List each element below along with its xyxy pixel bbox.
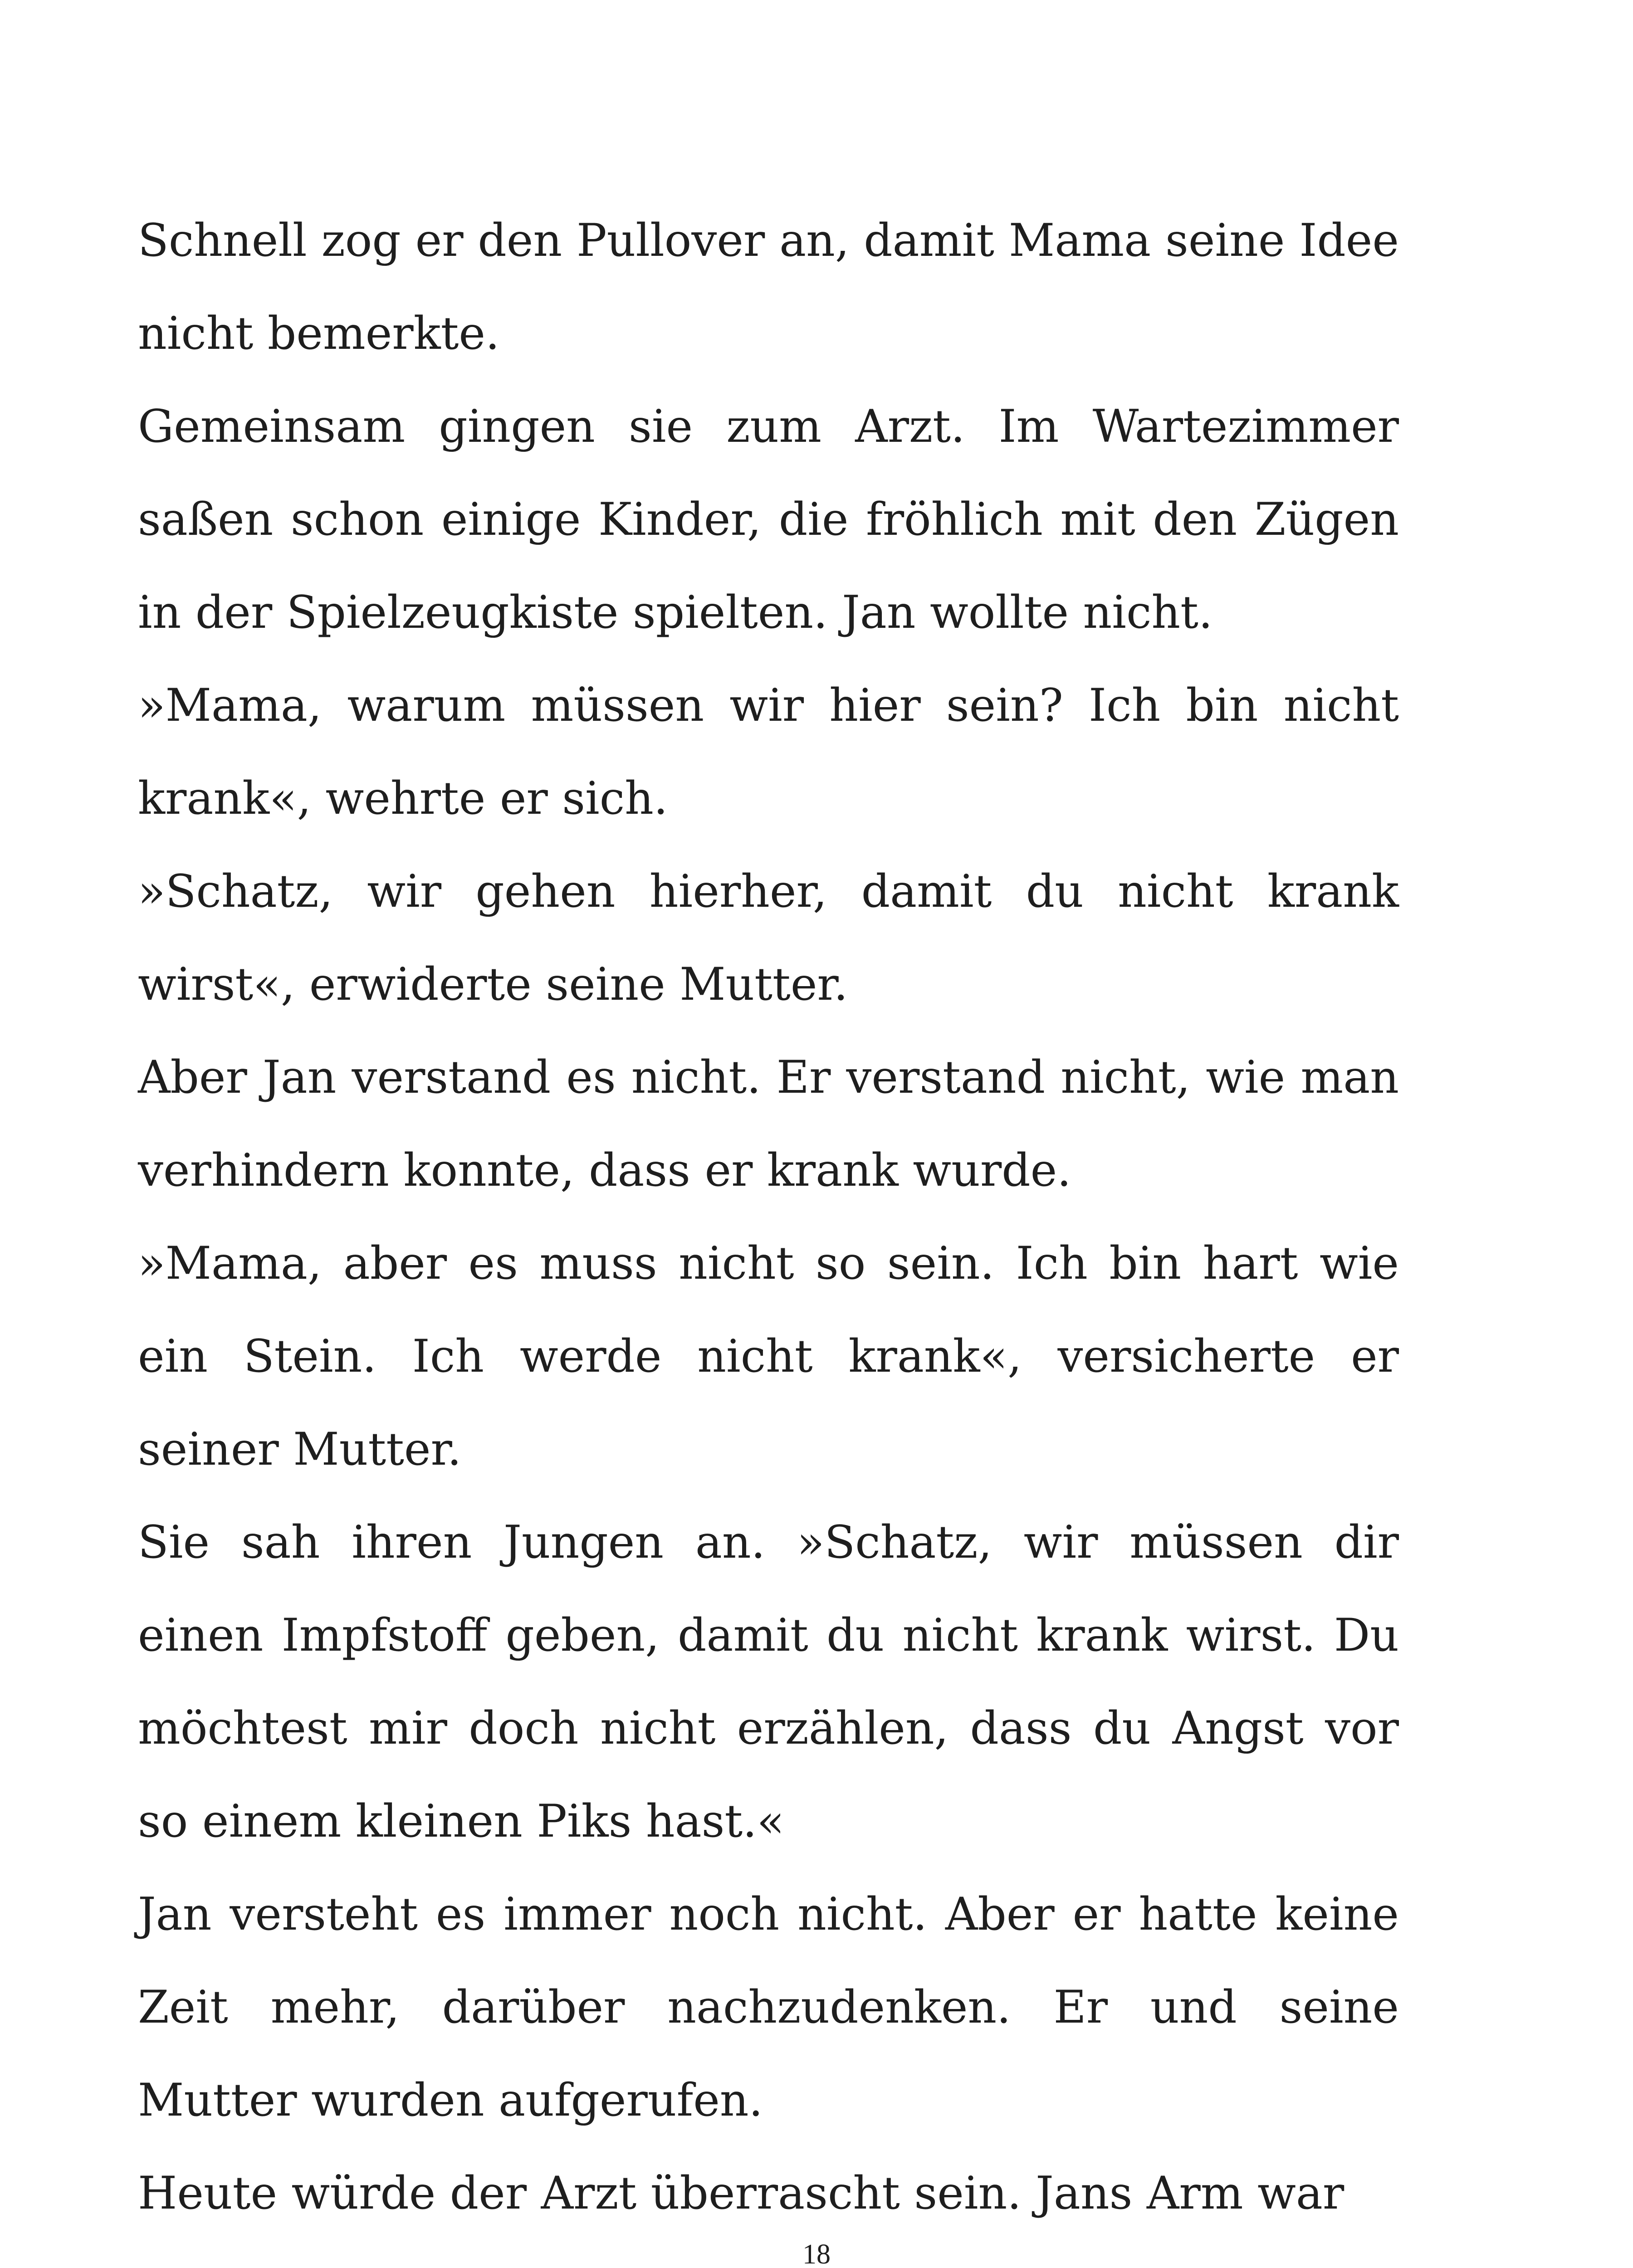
paragraph: »Mama, aber es muss nicht so sein. Ich bin hart wie ein Stein. Ich werde nicht krank«, versicherte er seiner Mutter.	[138, 1237, 1399, 1476]
paragraph: »Schatz, wir gehen hierher, damit du nicht krank wirst«, erwiderte seine Mutter.	[138, 865, 1399, 1011]
paragraph: Sie sah ihren Jungen an. »Schatz, wir müssen dir einen Impfstoff geben, damit du nicht krank wirst. Du möchtest mir doch nicht erzählen, dass du Angst vor so einem kleinen Piks hast.«	[138, 1516, 1399, 1848]
paragraph: Schnell zog er den Pullover an, damit Mama seine Idee nicht bemerkte.	[138, 215, 1399, 360]
paragraph: Heute würde der Arzt überrascht sein. Jans Arm war	[138, 2167, 1345, 2219]
paragraph: Aber Jan verstand es nicht. Er verstand nicht, wie man verhindern konnte, dass er krank wurde.	[138, 1051, 1399, 1197]
body-text	[138, 194, 1399, 2240]
paragraph: Gemeinsam gingen sie zum Arzt. Im Wartezimmer saßen schon einige Kinder, die fröhlich mit den Zügen in der Spielzeugkiste spielten. Jan wollte nicht.	[138, 401, 1399, 639]
page-number: 18	[802, 2239, 831, 2268]
paragraph: Jan versteht es immer noch nicht. Aber er hatte keine Zeit mehr, darüber nachzudenken. Er und seine Mutter wurden aufgerufen.	[138, 1888, 1399, 2126]
paragraph: »Mama, warum müssen wir hier sein? Ich bin nicht krank«, wehrte er sich.	[138, 679, 1399, 825]
